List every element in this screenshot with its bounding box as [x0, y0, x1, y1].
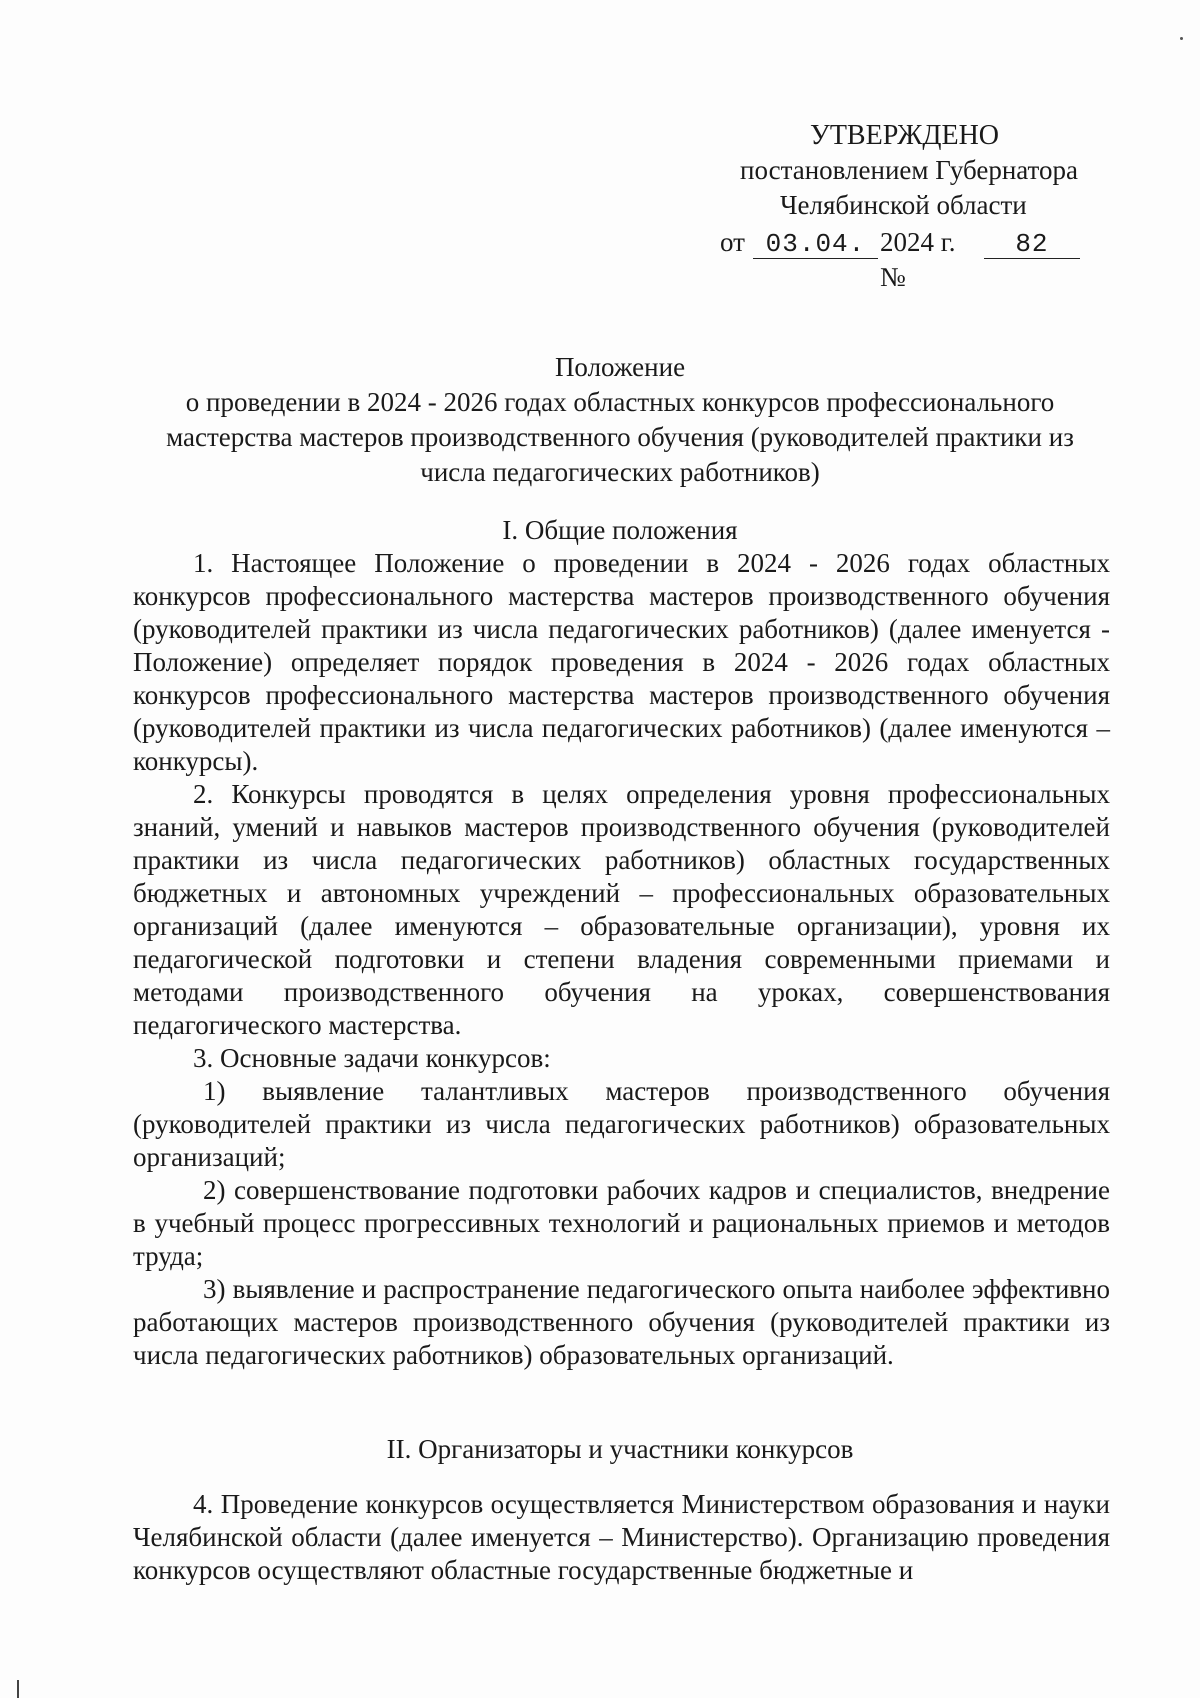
paragraph-3-item-2: 2) совершенствование подготовки рабочих кадров и специалистов, внедрение в учебный процесс прогрессивных технологий и рациональных приемов и методов труда;: [133, 1175, 1110, 1271]
date-field: [753, 228, 878, 259]
scan-speck: [1180, 37, 1183, 40]
approval-heading: УТВЕРЖДЕНО: [810, 120, 1000, 151]
approval-line-2: Челябинской области: [780, 190, 1027, 220]
paragraph-2: 2. Конкурсы проводятся в целях определения уровня профессиональных знаний, умений и навыков мастеров производственного обучения (руководителей практики из числа педагогических работников) областных государственных бюджетных и автономных учреждений – профессиональных образовательных организаций (далее именуются – образовательные организации), уровня их педагогической подготовки и степени владения современными приемами и методами производственного обучения на уроках, совершенствования педагогического мастерства.: [133, 779, 1110, 1040]
title-line-3: мастерства мастеров производственного обучения (руководителей практики из: [166, 422, 1074, 452]
approval-stamp: [700, 118, 1080, 295]
paragraph-3-item-3: 3) выявление и распространение педагогического опыта наиболее эффективно работающих мастеров производственного обучения (руководителей практики из числа педагогических работников) образовательных организаций.: [133, 1274, 1110, 1370]
approval-date-line: [720, 225, 1080, 295]
paragraph-4: 4. Проведение конкурсов осуществляется Министерством образования и науки Челябинской области (далее именуется – Министерство). Организацию проведения конкурсов осуществляют областные государственные бюджетные и: [133, 1489, 1110, 1585]
section-1-body: [133, 547, 1110, 1372]
section-2-heading: II. Организаторы и участники конкурсов: [386, 1434, 854, 1464]
scan-edge-mark: [17, 1680, 19, 1698]
approval-line-1: постановлением Губернатора: [740, 155, 1078, 185]
title-line-4: числа педагогических работников): [420, 457, 820, 487]
date-value: 03.04.: [765, 229, 866, 259]
document-title: [130, 350, 1110, 490]
paragraph-1: 1. Настоящее Положение о проведении в 2024 - 2026 годах областных конкурсов профессионального мастерства мастеров производственного обучения (руководителей практики из числа педагогических работников) (далее именуется - Положение) определяет порядок проведения в 2024 - 2026 годах областных конкурсов профессионального мастерства мастеров производственного обучения (руководителей практики из числа педагогических работников) (далее именуются – конкурсы).: [133, 548, 1110, 776]
number-field: [984, 228, 1080, 259]
section-1-heading: I. Общие положения: [502, 515, 738, 545]
number-value: 82: [1015, 229, 1049, 259]
paragraph-3: 3. Основные задачи конкурсов:: [193, 1043, 551, 1073]
title-line-1: Положение: [554, 352, 686, 382]
date-prefix: от: [720, 227, 745, 257]
section-2-body: [133, 1488, 1110, 1587]
year-suffix: 2024 г. №: [879, 227, 956, 292]
title-line-2: о проведении в 2024 - 2026 годах областных конкурсов профессионального: [185, 387, 1055, 417]
paragraph-3-item-1: 1) выявление талантливых мастеров производственного обучения (руководителей практики из числа педагогических работников) образовательных организаций;: [133, 1076, 1110, 1172]
